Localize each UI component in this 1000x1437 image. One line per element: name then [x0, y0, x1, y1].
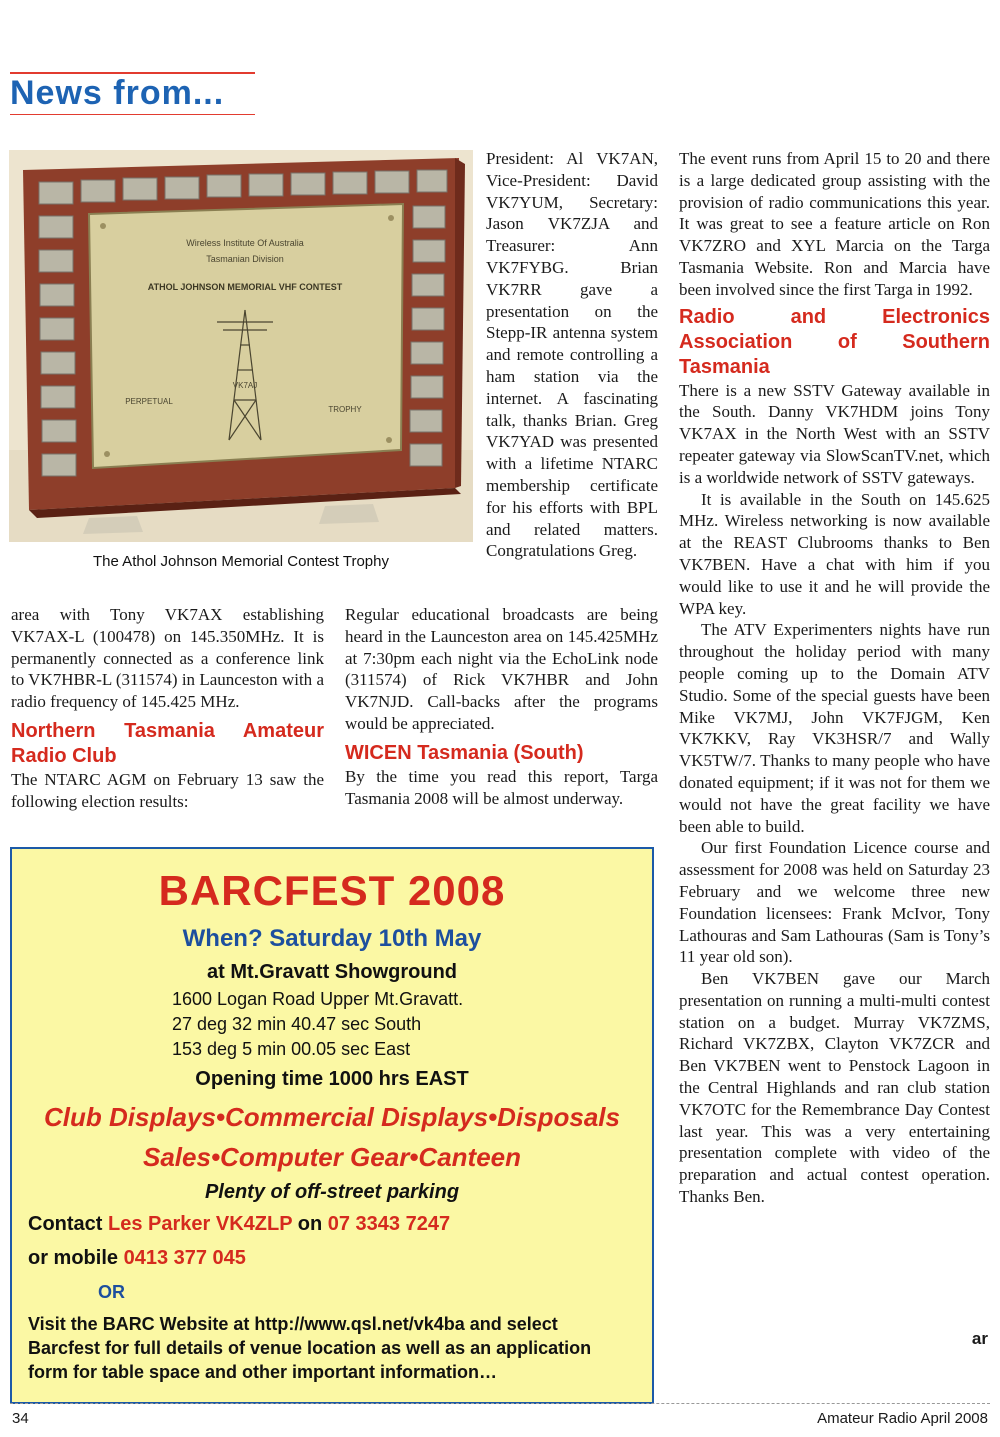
ad-website	[28, 1312, 591, 1384]
paragraph: Ben VK7BEN gave our March presentation on running a multi-multi contest station on a budget. Murray VK7ZMS, Richard VK7ZBX, Clayton VK7ZCR and Ben VK7BEN went to Penstock Lagoon in the Central Highlands and ran club station VK7OTC for the Remembrance Day Contest last year. This was a very entertaining presentation complete with video of the preparation and actual contest operation. Thanks Ben.	[679, 969, 990, 1207]
heading-wicen: WICEN Tasmania (South)	[345, 741, 584, 764]
ad-venue: at Mt.Gravatt Showground	[207, 961, 457, 983]
contact-on: on	[297, 1213, 323, 1235]
contact-label: Contact	[28, 1213, 103, 1235]
plaque-line2: Tasmanian Division	[206, 254, 284, 264]
ad-latitude: 27 deg 32 min 40.47 sec South	[172, 1014, 422, 1034]
footer-rule	[10, 1403, 990, 1404]
ad-longitude: 153 deg 5 min 00.05 sec East	[172, 1039, 411, 1059]
plaque-line1: Wireless Institute Of Australia	[186, 238, 304, 248]
plaque-callsign: VK7AJ	[232, 381, 258, 390]
column-mid-upper	[486, 148, 658, 562]
website-line: Barcfest for full details of venue location as well as an application	[28, 1338, 592, 1358]
ad-parking: Plenty of off-street parking	[204, 1181, 460, 1203]
plaque-left: PERPETUAL	[125, 397, 173, 406]
page-number: 34	[12, 1410, 29, 1427]
ad-mobile	[28, 1247, 246, 1270]
paragraph: The NTARC AGM on February 13 saw the following election results:	[11, 769, 324, 811]
contact-name: Les Parker VK4ZLP	[108, 1213, 293, 1235]
photo-caption: The Athol Johnson Memorial Contest Trophy	[93, 553, 389, 570]
ad-title: BARCFEST 2008	[158, 867, 506, 914]
mobile-label: or mobile	[28, 1247, 119, 1269]
column-right	[679, 148, 990, 1208]
ad-address: 1600 Logan Road Upper Mt.Gravatt.	[172, 989, 464, 1009]
end-mark: ar	[971, 1329, 988, 1348]
section-title: News from...	[10, 74, 225, 112]
contact-phone: 07 3343 7247	[327, 1213, 451, 1235]
plaque-right: TROPHY	[328, 405, 362, 414]
plaque-line3: ATHOL JOHNSON MEMORIAL VHF CONTEST	[147, 282, 343, 292]
ad-or: OR	[98, 1282, 125, 1302]
title-rule-bottom	[10, 114, 255, 115]
paragraph: Our first Foundation Licence course and assessment for 2008 was held on Saturday 23 February and we welcome three new Foundation licensees: Frank McIvor, Tony Lathouras and Sam Lathouras (Sam is Tony’s 11 year old son).	[679, 838, 990, 967]
ad-displays-2: Sales•Computer Gear•Canteen	[143, 1142, 521, 1172]
column-left	[11, 604, 324, 813]
paragraph: President: Al VK7AN, Vice-President: David VK7YUM, Secretary: Jason VK7ZJA and Treasurer: Ann VK7FYBG. Brian VK7RR gave a presentation on the Stepp-IR antenna system and remote controlling a ham station via the internet. A fascinating talk, thanks Brian. Greg VK7YAD was presented with a lifetime NTARC membership certificate for his efforts with BPL and related matters. Congratulations Greg.	[486, 149, 658, 561]
paragraph: The ATV Experimenters nights have run throughout the holiday period with many people coming up to the Domain ATV Studio. Some of the special guests have been Mike VK7MJ, John VK7FJGM, Ken VK7KKV, Ray VK3HSR/7 and Wally VK5TW/7. Thanks to many people who have donated equipment; if it was not for them we would not have the great facility we have been able to build.	[679, 620, 990, 836]
trophy-photo	[9, 150, 473, 542]
ad-contact	[28, 1213, 450, 1236]
barcfest-ad	[10, 847, 654, 1404]
paragraph: The event runs from April 15 to 20 and there is a large dedicated group assisting with the provision of radio communications this year. It was great to see a feature article on Ron VK7ZRO and XYL Marcia on the Targa Tasmania Website. Ron and Marcia have been involved since the first Targa in 1992.	[679, 149, 990, 299]
website-line: form for table space and other important information…	[28, 1362, 498, 1382]
column-mid	[345, 604, 658, 809]
paragraph: Regular educational broadcasts are being heard in the Launceston area on 145.425MHz at 7:30pm each night via the EchoLink node (311574) of Rick VK7HBR and John VK7NJD. Call-backs after the programs would be appreciated.	[345, 605, 658, 733]
paragraph: It is available in the South on 145.625 MHz. Wireless networking is now available at the REAST Clubrooms thanks to Ben VK7BEN. Have a chat with him if you would like to use it and he will provide the WPA key.	[679, 489, 990, 618]
heading-ntarc: Northern Tasmania Amateur Radio Club	[11, 719, 324, 767]
heading-reast: Radio and Electronics Association of Southern Tasmania	[679, 305, 990, 378]
website-line: Visit the BARC Website at http://www.qsl.net/vk4ba and select	[28, 1314, 558, 1334]
trophy-illustration	[9, 150, 473, 542]
paragraph: By the time you read this report, Targa Tasmania 2008 will be almost underway.	[345, 766, 658, 808]
paragraph: There is a new SSTV Gateway available in the South. Danny VK7HDM joins Tony VK7AX in the North West with an SSTV repeater gateway via SlowScanTV.net, which is a worldwide network of SSTV gateways.	[679, 380, 990, 487]
magazine-issue: Amateur Radio April 2008	[817, 1410, 988, 1427]
ad-when: When? Saturday 10th May	[182, 925, 482, 952]
ad-displays-1: Club Displays•Commercial Displays•Disposals	[44, 1102, 620, 1132]
mobile-number: 0413 377 045	[123, 1247, 246, 1269]
paragraph: area with Tony VK7AX establishing VK7AX-L (100478) on 145.350MHz. It is permanently connected as a conference link to VK7HBR-L (311574) in Launceston with a radio frequency of 145.425 MHz.	[11, 605, 324, 712]
ad-opening: Opening time 1000 hrs EAST	[195, 1068, 469, 1090]
